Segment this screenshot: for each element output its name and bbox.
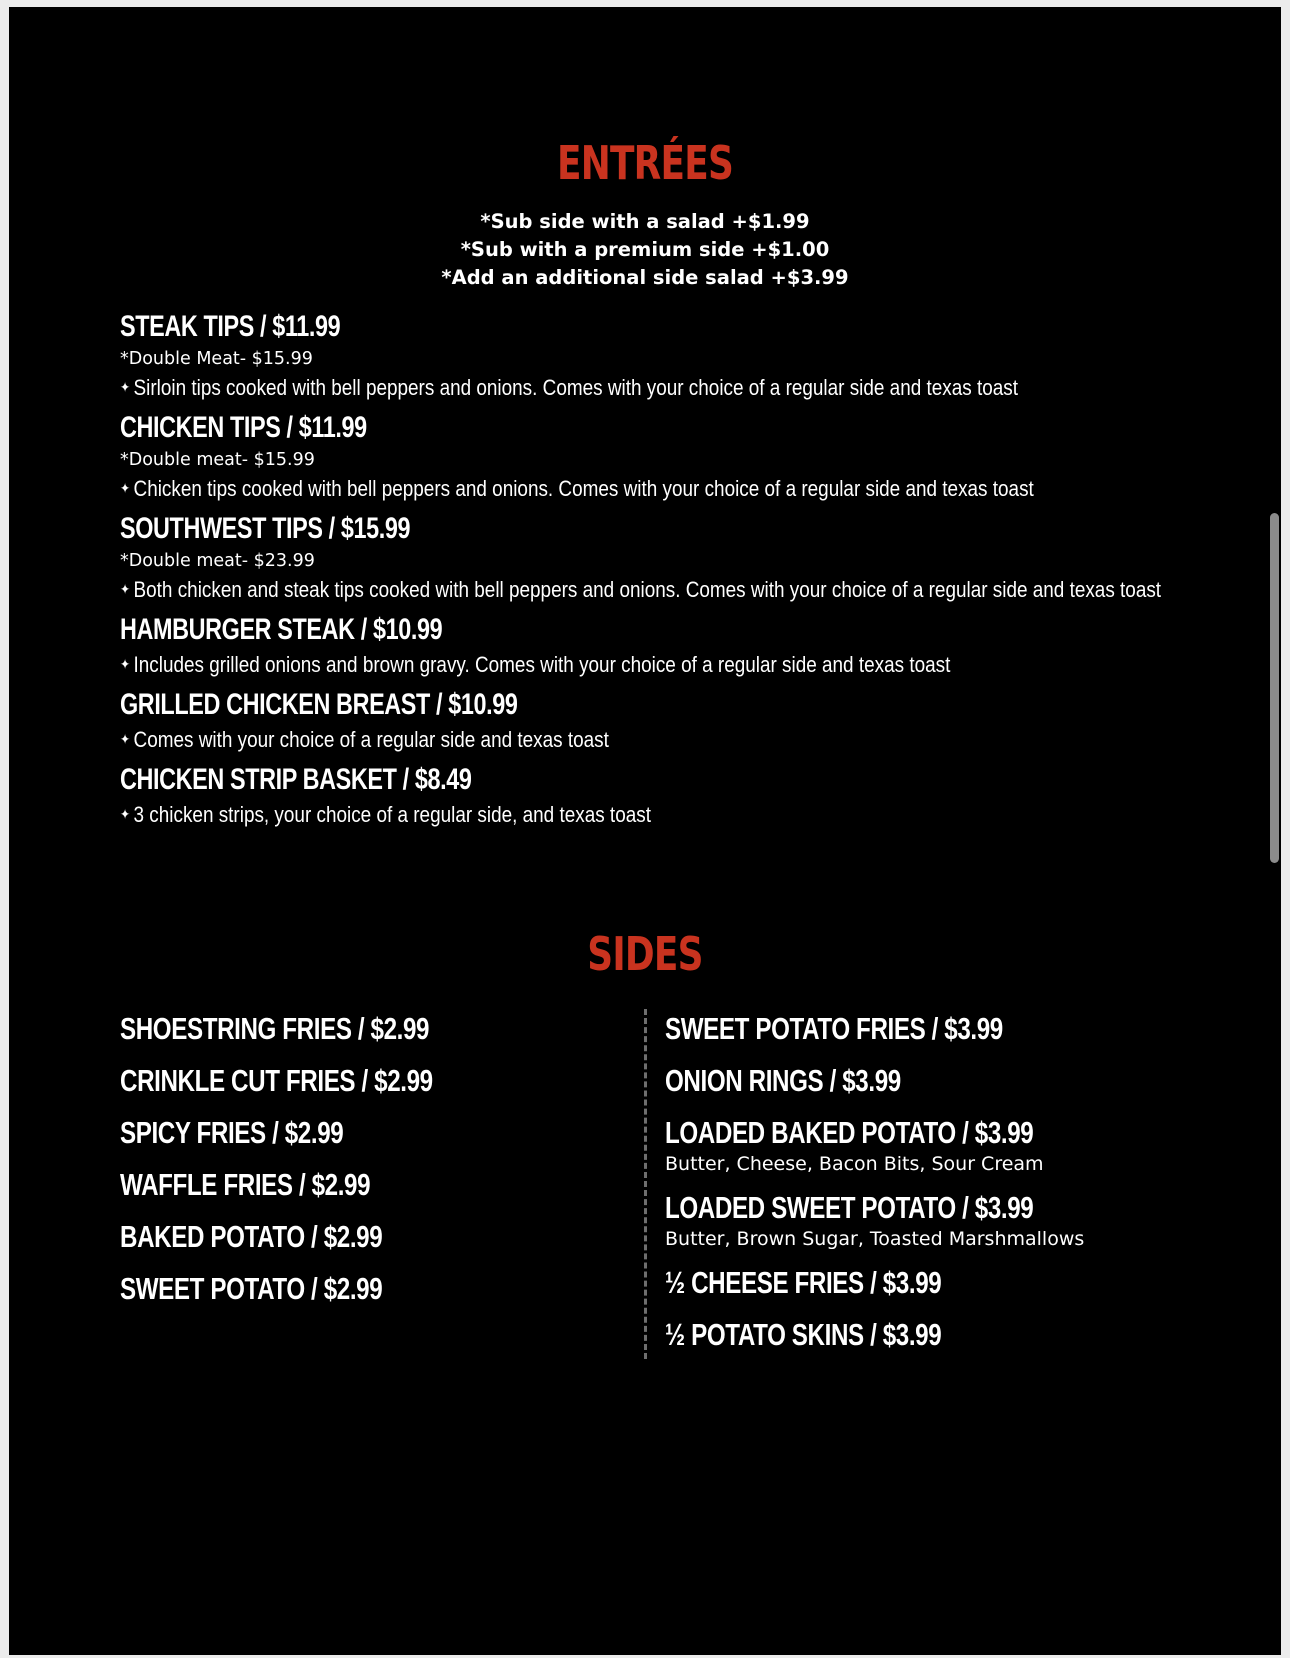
sides-heading: SIDES [587,927,703,981]
bullet-icon: ✦ [120,656,131,672]
side-item [665,1113,1245,1176]
sides-right-column [665,1009,1245,1367]
entree-name: GRILLED CHICKEN BREAST / $10.99 [120,688,518,721]
side-name: LOADED SWEET POTATO / $3.99 [665,1190,1034,1225]
side-name: SHOESTRING FRIES / $2.99 [120,1011,430,1046]
side-item [665,1009,1245,1049]
side-item [120,1009,620,1049]
side-name: ½ POTATO SKINS / $3.99 [665,1317,942,1352]
bullet-icon: ✦ [120,379,131,395]
entree-name: CHICKEN STRIP BASKET / $8.49 [120,763,472,796]
entree-notes [9,208,1281,292]
scrollbar-thumb[interactable] [1270,513,1279,863]
scrollbar-track[interactable] [1267,7,1281,1655]
side-item [665,1061,1245,1101]
bullet-icon: ✦ [120,731,131,747]
column-divider [644,1009,647,1359]
side-name: ½ CHEESE FRIES / $3.99 [665,1265,942,1300]
entree-description: ✦ Includes grilled onions and brown gravy. Comes with your choice of a regular side and texas toast [120,652,951,677]
side-item [120,1113,620,1153]
side-name: BAKED POTATO / $2.99 [120,1219,383,1254]
sides-left-column [120,1009,620,1321]
entrees-list [120,308,1250,830]
side-item [665,1315,1245,1355]
side-item [665,1263,1245,1303]
entree-item [120,308,1250,403]
entree-double-meat: *Double Meat- $15.99 [120,349,313,369]
entree-note: *Sub with a premium side +$1.00 [460,238,830,261]
entree-item [120,611,1250,680]
side-description: Butter, Brown Sugar, Toasted Marshmallows [665,1228,1085,1250]
entree-note: *Sub side with a salad +$1.99 [480,210,810,233]
entree-description: ✦ Both chicken and steak tips cooked with bell peppers and onions. Comes with your choice of a regular side and texas toast [120,577,1162,602]
bullet-icon: ✦ [120,581,131,597]
entree-note: *Add an additional side salad +$3.99 [441,266,849,289]
side-item [120,1217,620,1257]
bullet-icon: ✦ [120,806,131,822]
entree-name: CHICKEN TIPS / $11.99 [120,411,367,444]
bullet-icon: ✦ [120,480,131,496]
entree-description: ✦ Chicken tips cooked with bell peppers and onions. Comes with your choice of a regular side and texas toast [120,476,1034,501]
entree-description: ✦ Sirloin tips cooked with bell peppers and onions. Comes with your choice of a regular side and texas toast [120,375,1019,400]
side-name: WAFFLE FRIES / $2.99 [120,1167,371,1202]
menu-page [9,7,1281,1655]
entrees-heading: ENTRÉES [556,136,734,190]
side-name: SWEET POTATO FRIES / $3.99 [665,1011,1003,1046]
entree-item [120,761,1250,830]
side-item [120,1269,620,1309]
side-item [120,1165,620,1205]
side-name: LOADED BAKED POTATO / $3.99 [665,1115,1034,1150]
entree-double-meat: *Double meat- $15.99 [120,450,315,470]
entree-description: ✦ 3 chicken strips, your choice of a regular side, and texas toast [120,802,651,827]
entree-description: ✦ Comes with your choice of a regular side and texas toast [120,727,609,752]
entree-name: HAMBURGER STEAK / $10.99 [120,613,443,646]
entree-item [120,510,1250,605]
side-name: SPICY FRIES / $2.99 [120,1115,344,1150]
side-name: SWEET POTATO / $2.99 [120,1271,383,1306]
side-item [665,1188,1245,1251]
entree-item [120,409,1250,504]
side-name: ONION RINGS / $3.99 [665,1063,901,1098]
side-item [120,1061,620,1101]
side-description: Butter, Cheese, Bacon Bits, Sour Cream [665,1153,1044,1175]
entree-name: SOUTHWEST TIPS / $15.99 [120,512,411,545]
entree-name: STEAK TIPS / $11.99 [120,310,341,343]
side-name: CRINKLE CUT FRIES / $2.99 [120,1063,433,1098]
entree-item [120,686,1250,755]
entree-double-meat: *Double meat- $23.99 [120,551,315,571]
